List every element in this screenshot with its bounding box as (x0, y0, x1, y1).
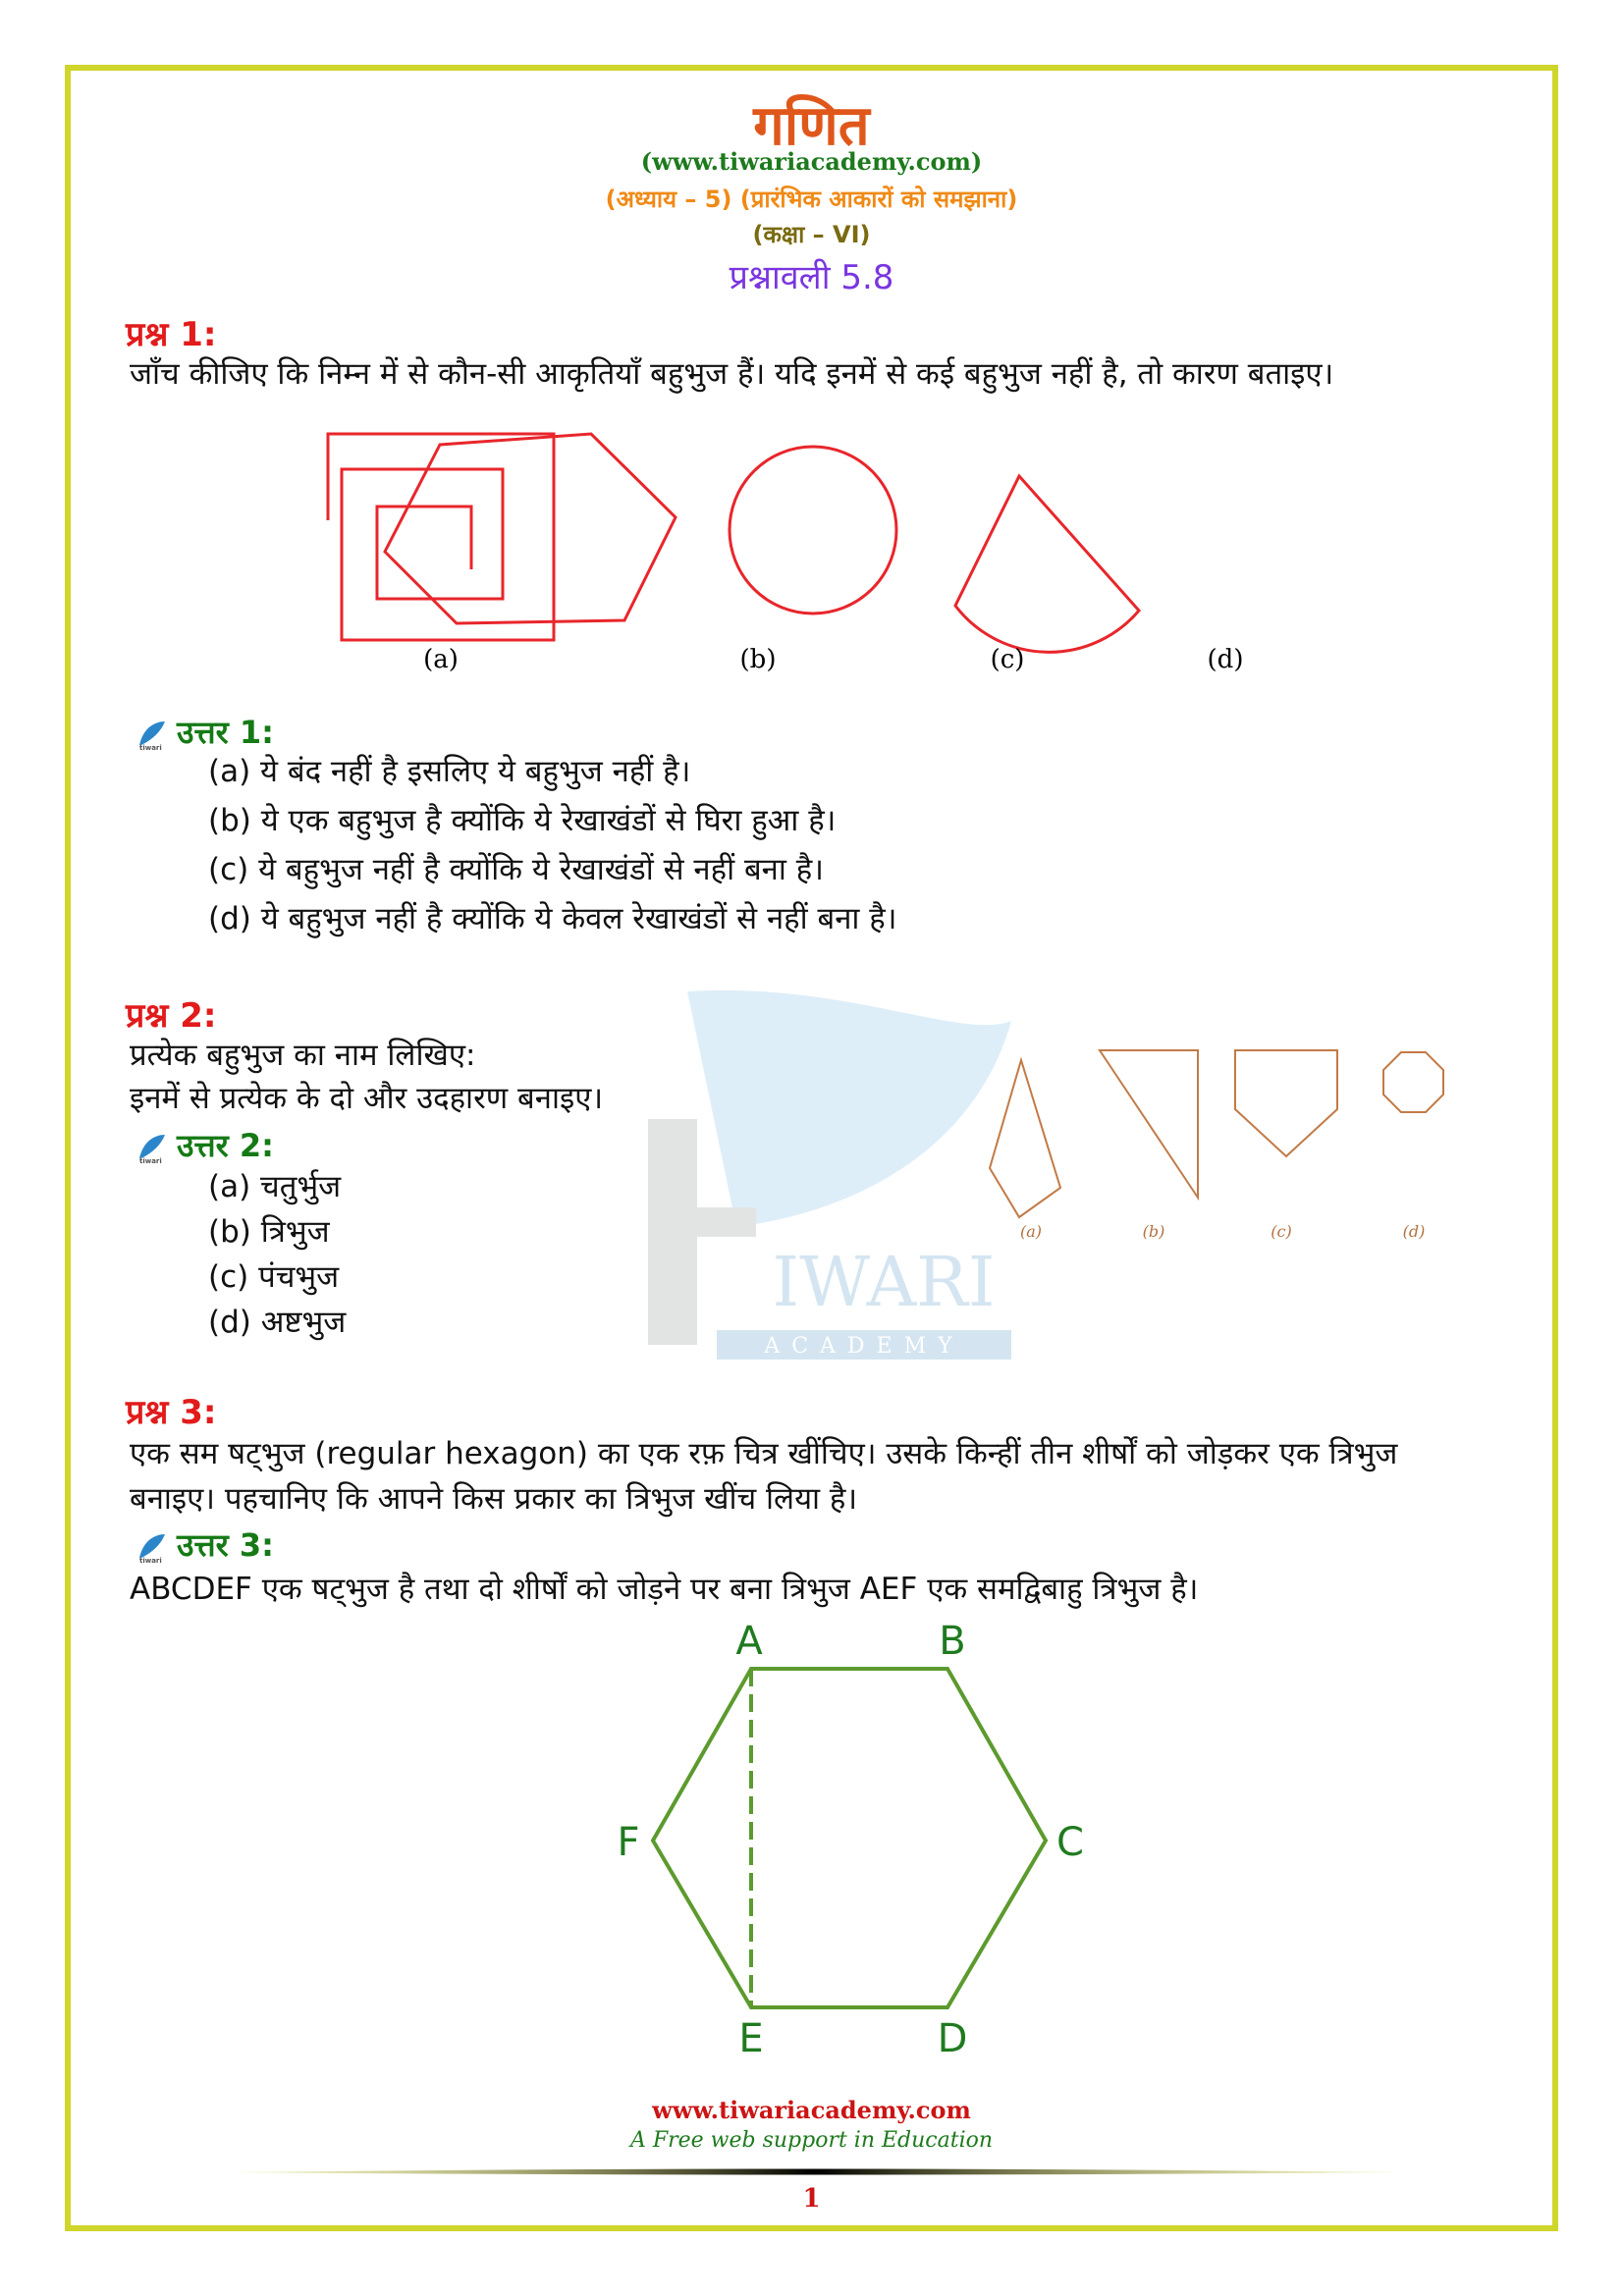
answer-2-line-c: (c) पंचभुज (208, 1259, 340, 1295)
figure-2b-triangle (1100, 1050, 1198, 1198)
answer-3-text: ABCDEF एक षट्भुज है तथा दो शीर्षों को जोड़ने पर बना त्रिभुज AEF एक समद्विबाहु त्रिभुज है। (130, 1572, 1199, 1607)
figure-c-label: (c) (990, 645, 1025, 674)
answer-1-line-d: (d) ये बहुभुज नहीं है क्योंकि ये केवल रेखाखंडों से नहीं बना है। (208, 901, 897, 936)
answer-2-line-a: (a) चतुर्भुज (208, 1169, 342, 1204)
answer-2-heading: tiwari उत्तर 2: (135, 1124, 274, 1166)
figure-b-polygon (385, 434, 676, 623)
question-2-figures (972, 1041, 1483, 1256)
figure-2d-octagon (1383, 1052, 1443, 1112)
question-1-text: जाँच कीजिए कि निम्न में से कौन-सी आकृतियाँ बहुभुज हैं। यदि इनमें से कई बहुभुज नहीं है, तो कारण बताइए। (130, 356, 1334, 392)
vertex-b-label: B (939, 1619, 966, 1664)
footer-website[interactable]: www.tiwariacademy.com (652, 2096, 971, 2124)
watermark-subtext: ACADEMY (764, 1334, 964, 1359)
pen-icon (135, 1131, 169, 1164)
answer-2-line-b: (b) त्रिभुज (208, 1214, 330, 1250)
subject-title: गणित (753, 94, 870, 158)
figure-2a-label: (a) (1019, 1222, 1043, 1241)
figure-2a-kite (990, 1060, 1060, 1217)
figure-b-label: (b) (739, 645, 777, 674)
answer-2-line-d: (d) अष्टभुज (208, 1305, 347, 1340)
question-1-figures (295, 422, 1325, 697)
figure-2b-label: (b) (1142, 1222, 1165, 1241)
figure-d-sector (955, 476, 1139, 652)
hexagon-abcdef (653, 1669, 1046, 2007)
question-3-line-2: बनाइए। पहचानिए कि आपने किस प्रकार का त्रिभुज खींच लिया है। (130, 1481, 858, 1517)
svg-text:tiwari: tiwari (139, 1157, 162, 1164)
question-1-heading: प्रश्न 1: (126, 315, 217, 354)
figure-2c-label: (c) (1271, 1222, 1292, 1241)
pen-icon (135, 1530, 169, 1564)
answer-1-line-c: (c) ये बहुभुज नहीं है क्योंकि ये रेखाखंडों से नहीं बना है। (208, 852, 824, 887)
svg-text:tiwari: tiwari (139, 744, 162, 751)
answer-1-heading: tiwari उत्तर 1: (135, 711, 274, 753)
vertex-f-label: F (617, 1820, 640, 1865)
hexagon-figure (589, 1610, 1119, 2071)
svg-text:tiwari: tiwari (139, 1557, 162, 1564)
vertex-a-label: A (735, 1619, 763, 1664)
footer-divider (226, 2167, 1404, 2177)
watermark-text: IWARI (772, 1242, 996, 1322)
class-label: (कक्षा – VI) (752, 221, 871, 248)
figure-c-circle (730, 447, 896, 614)
figure-2d-label: (d) (1402, 1222, 1426, 1241)
question-2-heading: प्रश्न 2: (126, 996, 217, 1036)
vertex-d-label: D (937, 2016, 968, 2061)
chapter-title: (अध्याय – 5) (प्रारंभिक आकारों को समझाना) (605, 186, 1018, 213)
answer-1-line-b: (b) ये एक बहुभुज है क्योंकि ये रेखाखंडों से घिरा हुआ है। (208, 803, 837, 838)
answer-1-line-a: (a) ये बंद नहीं है इसलिए ये बहुभुज नहीं है। (208, 754, 691, 789)
question-3-heading: प्रश्न 3: (126, 1393, 217, 1432)
figure-d-label: (d) (1207, 645, 1244, 674)
pen-icon (135, 718, 169, 751)
vertex-e-label: E (738, 2016, 764, 2061)
question-2-line-2: इनमें से प्रत्येक के दो और उदहारण बनाइए। (130, 1081, 604, 1116)
figure-a-label: (a) (423, 645, 459, 674)
header-website[interactable]: (www.tiwariacademy.com) (640, 147, 983, 176)
vertex-c-label: C (1056, 1820, 1084, 1865)
exercise-title: प्रश्नावली 5.8 (729, 258, 894, 297)
tiwari-watermark (628, 982, 1021, 1374)
page-number: 1 (802, 2184, 821, 2214)
question-2-line-1: प्रत्येक बहुभुज का नाम लिखिए: (130, 1038, 476, 1073)
figure-2c-pentagon (1235, 1050, 1337, 1156)
footer-tagline: A Free web support in Education (629, 2128, 994, 2153)
question-3-line-1: एक सम षट्भुज (regular hexagon) का एक रफ़ चित्र खींचिए। उसके किन्हीं तीन शीर्षों को जोड़कर एक त्रिभुज (130, 1436, 1398, 1471)
answer-3-heading: tiwari उत्तर 3: (135, 1523, 274, 1566)
